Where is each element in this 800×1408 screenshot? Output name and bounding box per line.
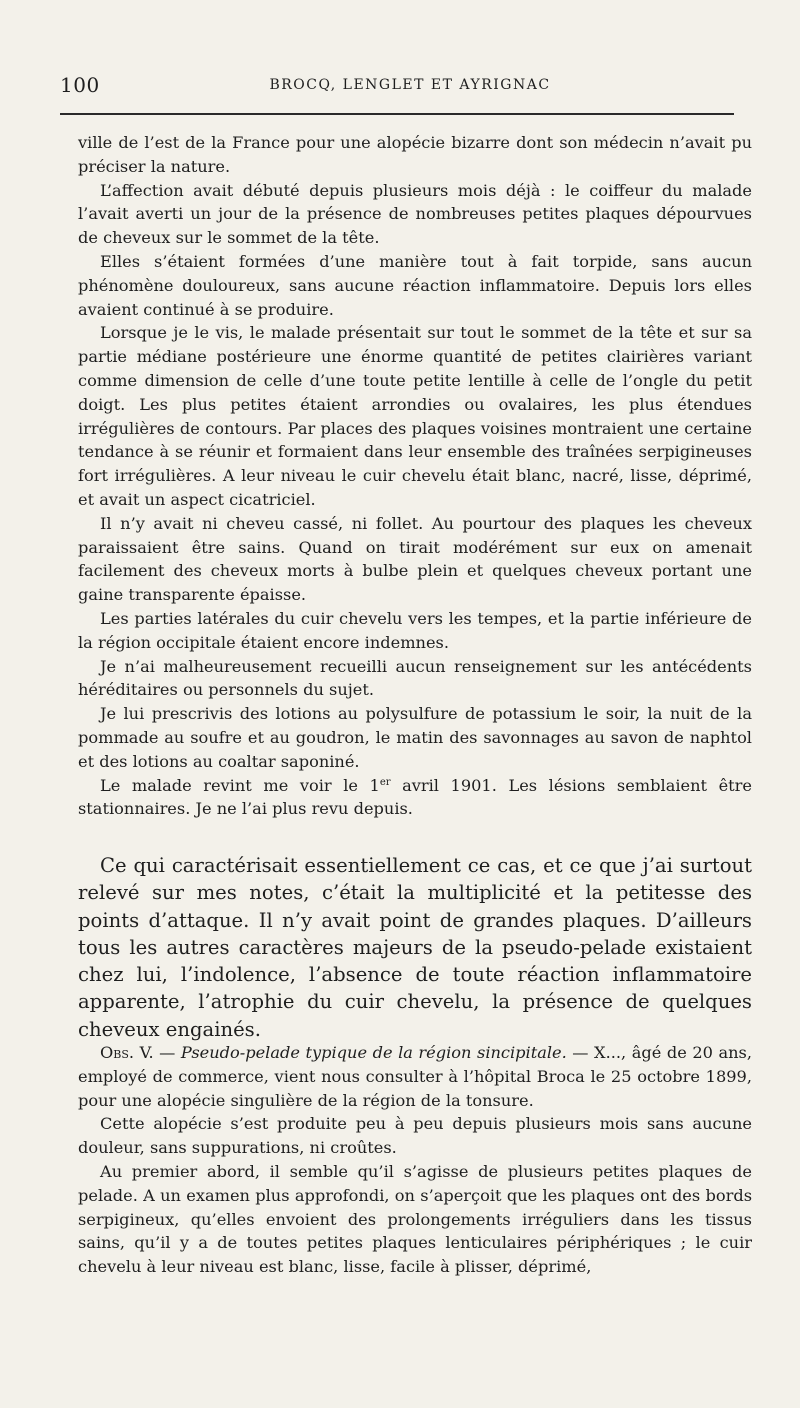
text-run: Le malade revint me voir le 1 <box>100 775 380 795</box>
text-run: avril 1901. Les lésions semblaient être stationnaires. Je ne l’ai plus revu depuis. <box>78 775 752 819</box>
paragraph: Les parties latérales du cuir chevelu vers les tempes, et la partie inférieure de la région occipitale étaient encore indemnes. <box>78 608 752 652</box>
dash: — <box>153 1043 181 1062</box>
observation-label: Obs. V. <box>100 1043 154 1062</box>
running-head: BROCQ, LENGLET ET AYRIGNAC <box>269 77 551 93</box>
commentary-paragraph: Ce qui caractérisait essentiellement ce cas, et ce que j’ai surtout relevé sur mes notes, c’était la multiplicité et la petitesse des points d’attaque. Il n’y avait point de grandes plaques. D’ailleurs tous les autres caractères majeurs de la pseudo-pelade existaient chez lui, l’indolence, l’absence de toute réaction inflammatoire apparente, l’atrophie du cuir chevelu, la présence de quelques cheveux engainés. <box>78 854 752 1041</box>
case-narrative <box>78 131 752 821</box>
paragraph: Je n’ai malheureusement recueilli aucun renseignement sur les antécédents héréditaires ou personnels du sujet. <box>78 656 752 700</box>
observation-block <box>78 1041 752 1279</box>
superscript: er <box>379 776 391 788</box>
paragraph: ville de l’est de la France pour une alopécie bizarre dont son médecin n’avait pu préciser la nature. <box>78 133 752 176</box>
observation-heading <box>78 1041 752 1112</box>
paragraph: Elles s’étaient formées d’une manière tout à fait torpide, sans aucun phénomène douloureux, sans aucune réaction inflammatoire. Depuis lors elles avaient continué à se produire. <box>78 251 752 319</box>
header-rule <box>60 113 734 115</box>
paragraph-last <box>78 774 752 822</box>
paragraph: Cette alopécie s’est produite peu à peu depuis plusieurs mois sans aucune douleur, sans suppurations, ni croûtes. <box>78 1114 752 1158</box>
paragraph: Je lui prescrivis des lotions au polysulfure de potassium le soir, la nuit de la pommade au soufre et au goudron, le matin des savonnages au savon de naphtol et des lotions au coaltar saponiné. <box>78 704 752 771</box>
observation-title: Pseudo-pelade typique de la région sincipitale. <box>180 1043 567 1062</box>
paragraph: L’affection avait débuté depuis plusieurs mois déjà : le coiffeur du malade l’avait averti un jour de la présence de nombreuses petites plaques dépourvues de cheveux sur le sommet de la tête. <box>78 180 752 248</box>
paragraph: Il n’y avait ni cheveu cassé, ni follet. Au pourtour des plaques les cheveux paraissaient être sains. Quand on tirait modérément sur eux on amenait facilement des cheveux morts à bulbe plein et quelques cheveux portant une gaine transparente épaisse. <box>78 513 752 605</box>
page-number: 100 <box>60 73 100 97</box>
paragraph: Au premier abord, il semble qu’il s’agisse de plusieurs petites plaques de pelade. A un examen plus approfondi, on s’aperçoit que les plaques ont des bords serpigineux, qu’elles envoient des prolongements irréguliers dans les tissus sains, qu’il y a de toutes petites plaques lenticulaires périphériques ; le cuir chevelu à leur niveau est blanc, lisse, facile à plisser, déprimé, <box>78 1161 752 1277</box>
observation-intro: — X..., âgé de 20 ans, employé de commerce, vient nous consulter à l’hôpital Broca le 25 octobre 1899, pour une alopécie singulière de la région de la tonsure. <box>78 1043 752 1110</box>
page-header <box>60 73 760 103</box>
paragraph: Lorsque je le vis, le malade présentait sur tout le sommet de la tête et sur sa partie médiane postérieure une énorme quantité de petites clairières variant comme dimension de celle d’une toute petite lentille à celle de l’ongle du petit doigt. Les plus petites étaient arrondies ou ovalaires, les plus étendues irrégulières de contours. Par places des plaques voisines montraient une certaine tendance à se réunir et formaient dans leur ensemble des traînées serpigineuses fort irrégulières. A leur niveau le cuir chevelu était blanc, nacré, lisse, déprimé, et avait un aspect cicatriciel. <box>78 323 752 509</box>
commentary-block <box>78 852 752 1043</box>
